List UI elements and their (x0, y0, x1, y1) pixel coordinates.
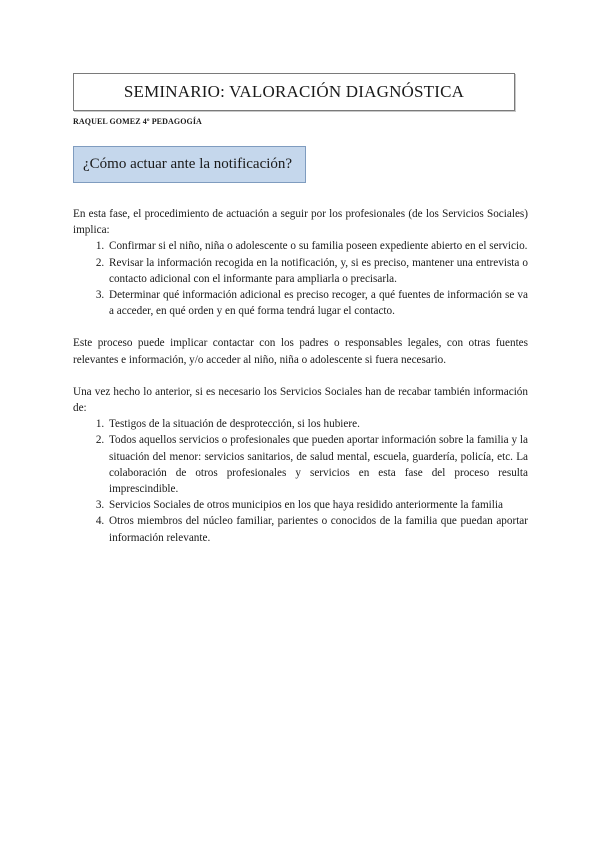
spacer (73, 319, 528, 335)
block3-list (73, 416, 528, 546)
block2-paragraph: Este proceso puede implicar contactar con los padres o responsables legales, con otras fuentes relevantes e información, y/o acceder al niño, niña o adolescente si fuera necesario. (73, 337, 528, 366)
list-item: 1. Testigos de la situación de desprotección, si los hubiere. (107, 416, 528, 432)
block1-intro: En esta fase, el procedimiento de actuación a seguir por los profesionales (de los Servicios Sociales) implica: (73, 208, 528, 237)
block1-list (73, 238, 528, 319)
list-item: 2. Revisar la información recogida en la notificación, y, si es preciso, mantener una entrevista o contacto adicional con el informante para ampliarla o precisarla. (107, 255, 528, 287)
spacer (73, 368, 528, 384)
document-title: SEMINARIO: VALORACIÓN DIAGNÓSTICA (73, 73, 515, 111)
list-item: 4. Otros miembros del núcleo familiar, parientes o conocidos de la familia que puedan aportar información relevante. (107, 513, 528, 545)
list-item: 1. Confirmar si el niño, niña o adolescente o su familia poseen expediente abierto en el servicio. (107, 238, 528, 254)
block3-intro: Una vez hecho lo anterior, si es necesario los Servicios Sociales han de recabar también información de: (73, 385, 528, 415)
list-item: 2. Todos aquellos servicios o profesionales que pueden aportar información sobre la familia y la situación del menor: servicios sanitarios, de salud mental, escuela, guardería, policía, etc. La colaboración de otros profesionales y servicios en esta fase del proceso resulta imprescindible. (107, 432, 528, 497)
author-line: RAQUEL GOMEZ 4º PEDAGOGÍA (73, 117, 202, 126)
list-item: 3. Determinar qué información adicional es preciso recoger, a qué fuentes de información se va a acceder, en qué orden y en qué forma tendrá lugar el contacto. (107, 287, 528, 319)
document-body (73, 206, 528, 546)
section-heading: ¿Cómo actuar ante la notificación? (73, 146, 306, 183)
list-item: 3. Servicios Sociales de otros municipios en los que haya residido anteriormente la familia (107, 497, 528, 513)
